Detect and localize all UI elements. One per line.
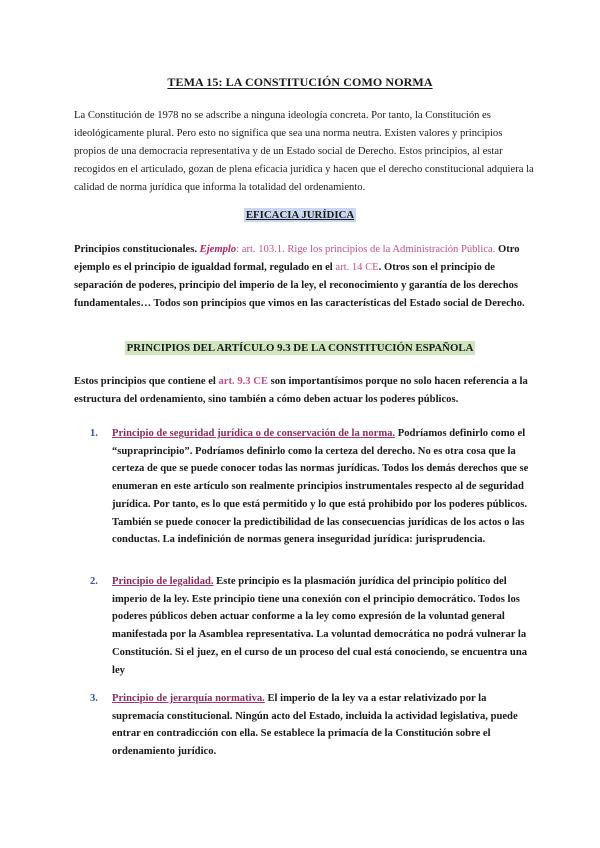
page-title-text: TEMA 15: LA CONSTITUCIÓN COMO NORMA bbox=[167, 75, 433, 89]
section-heading-art93-text: PRINCIPIOS DEL ARTÍCULO 9.3 DE LA CONSTITUCIÓN ESPAÑOLA bbox=[126, 342, 474, 354]
section-heading-eficacia bbox=[0, 209, 600, 221]
principles-tail: . Otros son el principio de separación de poderes, principio del imperio de la ley, el reconocimiento y garantía de los derechos fundamentales… Todos son principios que vimos en las características del Estado social de Derecho. bbox=[74, 262, 525, 309]
art93-intro-tail: son importantísimos porque no solo hacen referencia a la estructura del ordenamiento, sino también a cómo deben actuar los poderes públicos. bbox=[74, 376, 528, 405]
list-number: 3. bbox=[90, 693, 98, 704]
principle-title-link[interactable]: Principio de legalidad. bbox=[112, 576, 214, 587]
principles-paragraph bbox=[74, 241, 534, 313]
list-item bbox=[90, 425, 530, 549]
intro-paragraph: La Constitución de 1978 no se adscribe a ninguna ideología concreta. Por tanto, la Constitución es ideológicamente plural. Pero esto no significa que sea una norma neutra. Existen valores y principios propios de una democracia representativa y de un Estado social de Derecho. Estos principios, al estar recogidos en el articulado, gozan de plena eficacia jurídica y hacen que el derecho constitucional adquiera la calidad de norma jurídica que informa la totalidad del ordenamiento. bbox=[74, 110, 534, 193]
list-item-text bbox=[112, 690, 530, 761]
list-item-text bbox=[112, 425, 530, 549]
list-number: 2. bbox=[90, 576, 98, 587]
principle-title-link[interactable]: Principio de jerarquía normativa. bbox=[112, 693, 265, 704]
principle-title-link[interactable]: Principio de seguridad jurídica o de conservación de la norma. bbox=[112, 428, 396, 439]
example-sep: : bbox=[236, 244, 242, 255]
principle-body: Podríamos definirlo como el “supraprincipio”. Podríamos definirlo como la certeza del derecho. No es otra cosa que la certeza de que se puede conocer todas las normas jurídicas. Todos los demás derechos que se enumeran en este artículo son realmente principios instrumentales respecto al de seguridad jurídica. Por tanto, es lo que está permitido y lo que está prohibido por los poderes públicos. También se puede conocer la predictibilidad de las consecuencias jurídicas de los actos o las conductas. La indefinición de normas genera inseguridad jurídica: jurisprudencia. bbox=[112, 428, 529, 546]
art14-reference-link[interactable]: art. 14 CE bbox=[335, 262, 379, 273]
page-title bbox=[0, 75, 600, 90]
section-heading-art93 bbox=[0, 342, 600, 354]
list-number: 1. bbox=[90, 428, 98, 439]
list-item bbox=[90, 690, 530, 761]
section-heading-eficacia-text: EFICACIA JURÍDICA bbox=[245, 209, 355, 221]
list-item bbox=[90, 573, 530, 679]
principle-body: Este principio es la plasmación jurídica del principio político del imperio de la ley. Este principio tiene una conexión con el principio democrático. Todos los poderes públicos deben actuar conforme a la ley como expresión de la voluntad general manifestada por la Asamblea representativa. La voluntad democrática no podrá vulnerar la Constitución. Si el juez, en el curso de un proceso del cual está conociendo, se encuentra una ley bbox=[112, 576, 528, 676]
example-label: Ejemplo bbox=[199, 244, 237, 255]
list-item-text bbox=[112, 573, 530, 679]
principles-mid: Otro ejemplo es el principio de igualdad formal, regulado en el bbox=[74, 244, 520, 273]
art93-reference-link[interactable]: art. 9.3 CE bbox=[218, 376, 268, 387]
principles-lead: Principios constitucionales. bbox=[74, 244, 200, 255]
example-reference-link[interactable]: art. 103.1. Rige los principios de la Administración Pública. bbox=[241, 244, 496, 255]
art93-intro-lead: Estos principios que contiene el bbox=[74, 376, 219, 387]
principle-body: El imperio de la ley va a estar relativizado por la supremacía constitucional. Ningún acto del Estado, incluida la actividad legislativa, puede entrar en contradicción con ella. Se establece la primacía de la Constitución sobre el ordenamiento jurídico. bbox=[112, 693, 518, 758]
art93-intro-paragraph bbox=[74, 373, 534, 409]
